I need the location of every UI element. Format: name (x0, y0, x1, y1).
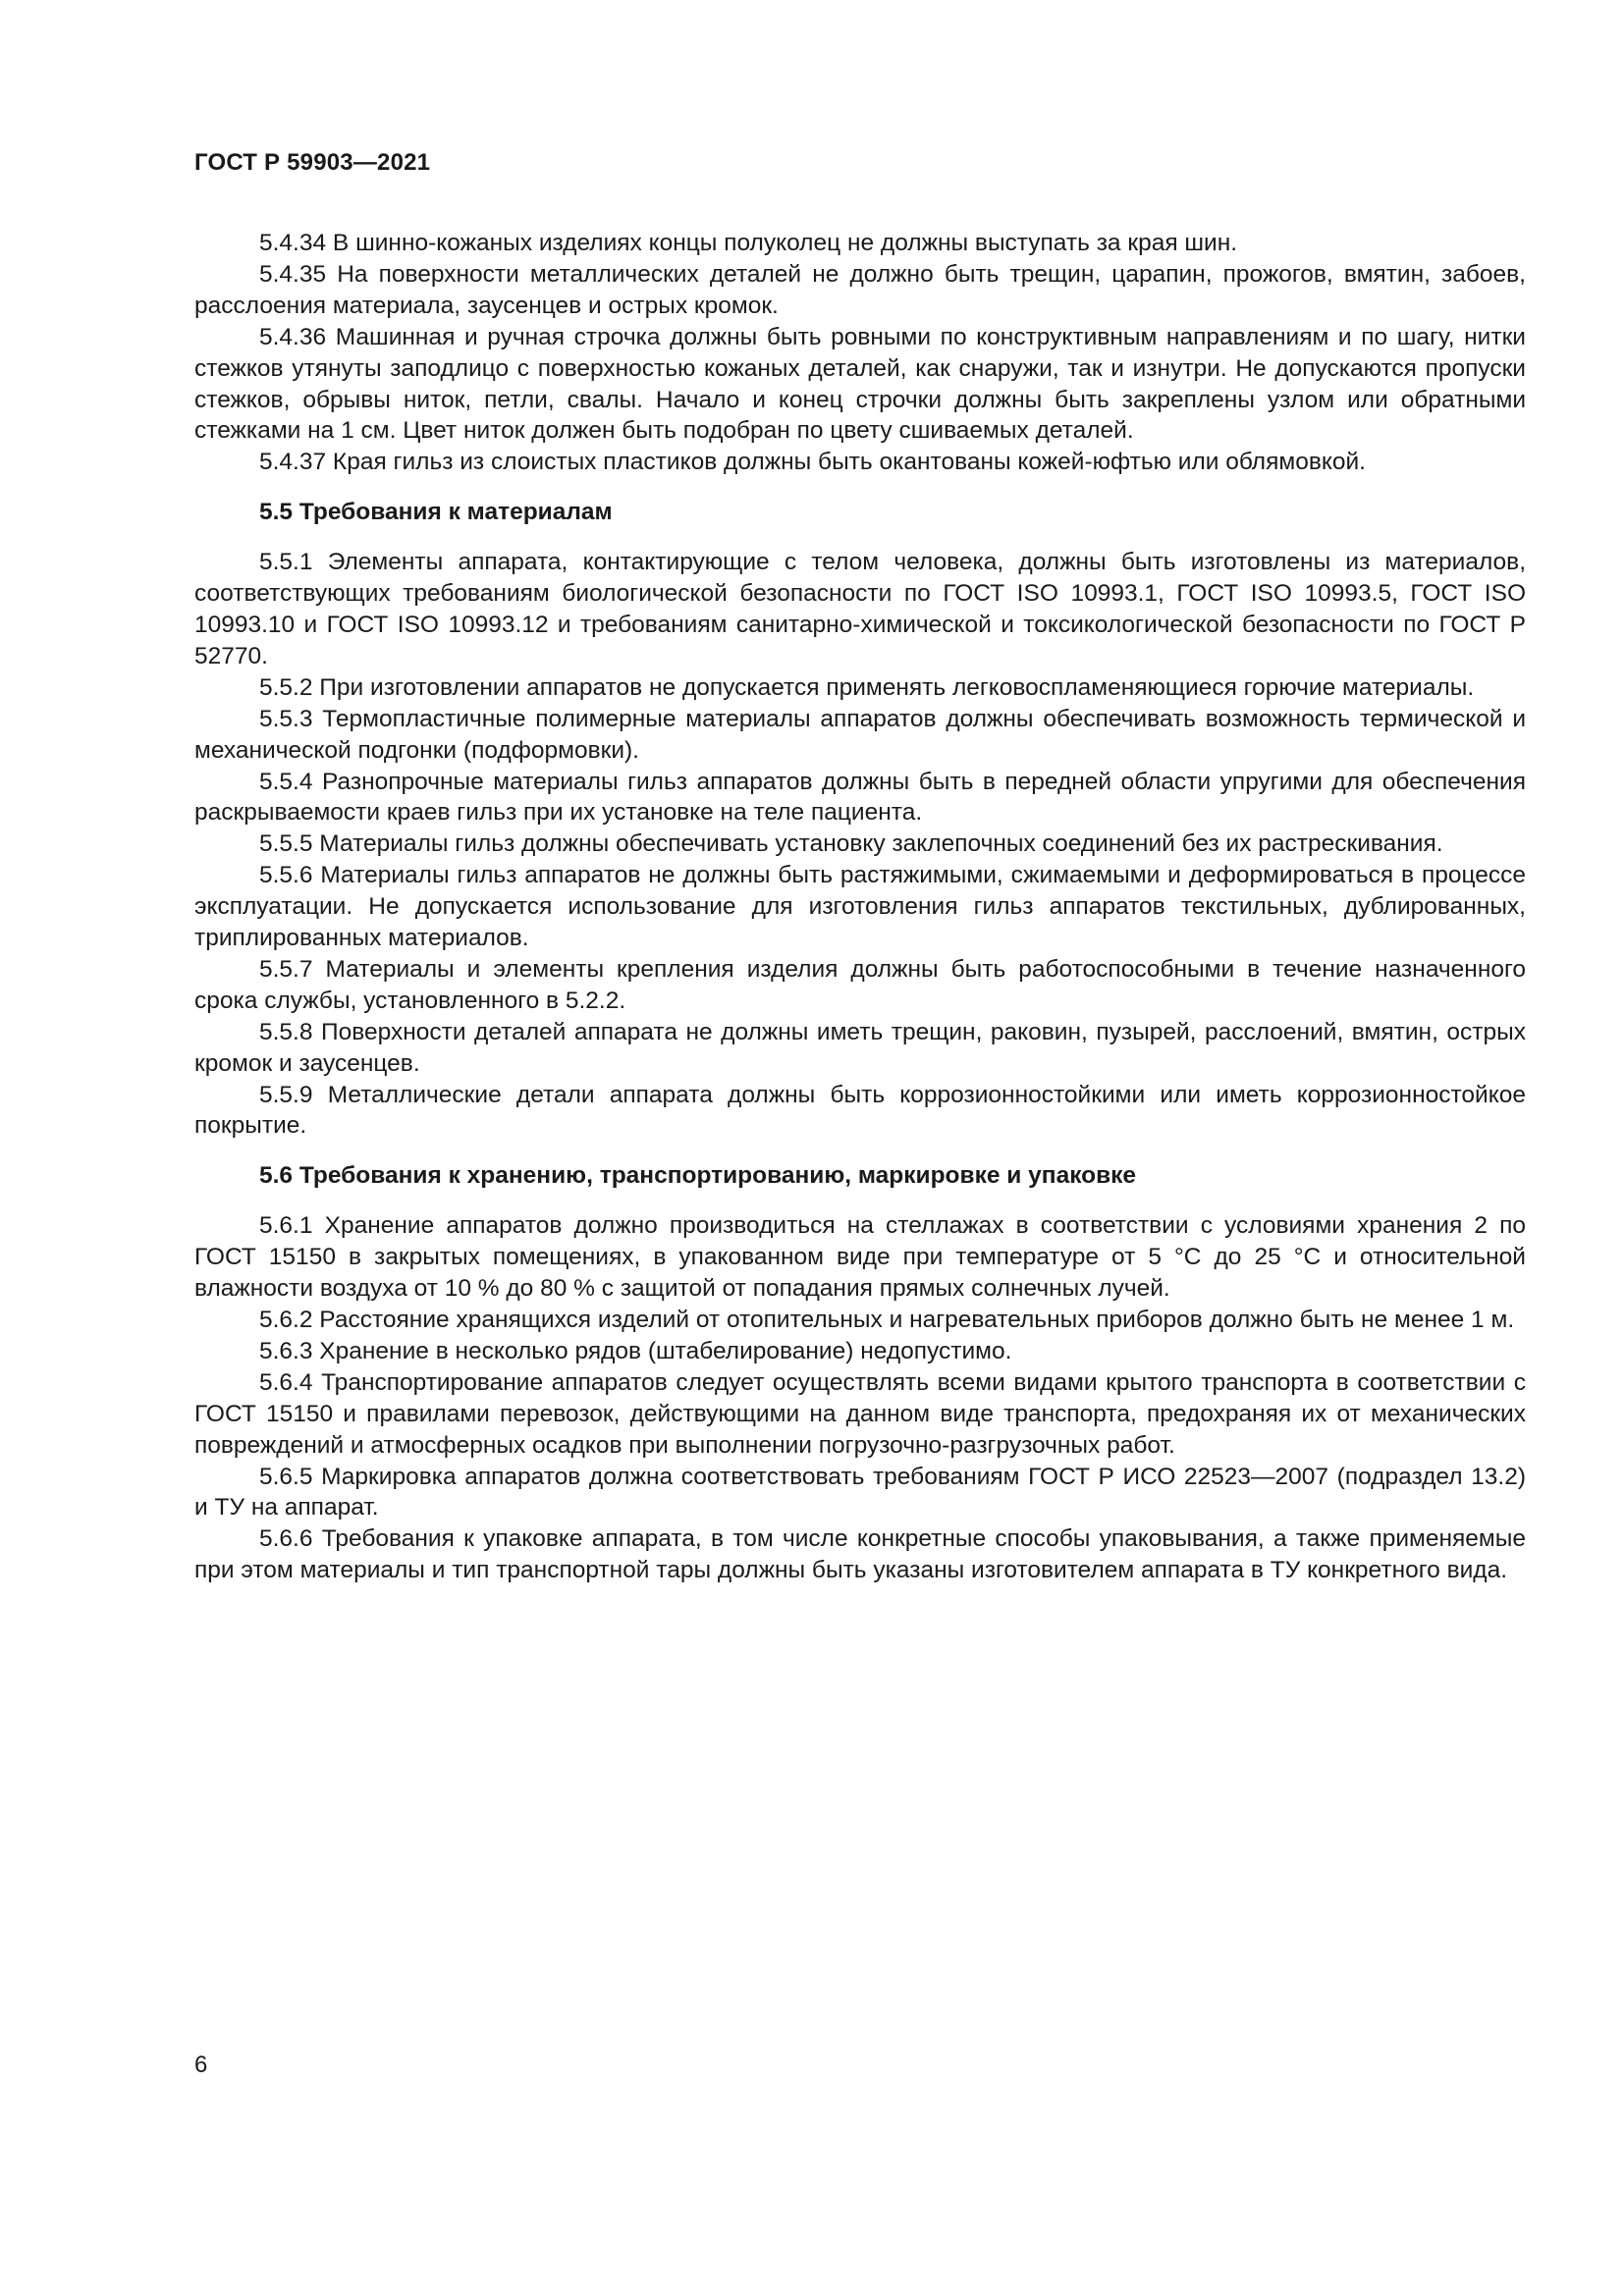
clause-5-6-2: 5.6.2 Расстояние хранящихся изделий от отопительных и нагревательных приборов должно быть не менее 1 м. (259, 1307, 1515, 1333)
page-number: 6 (194, 2052, 208, 2078)
clause-5-6-3: 5.6.3 Хранение в несколько рядов (штабелирование) недопустимо. (259, 1337, 1012, 1364)
clause-5-5-5: 5.5.5 Материалы гильз должны обеспечивать установку заклепочных соединений без их растрескивания. (259, 830, 1443, 858)
clause-5-4-35: 5.4.35 На поверхности металлических деталей не должно быть трещин, царапин, прожогов, вмятин, забоев, расслоения материала, заусенцев и острых кромок. (194, 260, 1526, 319)
clause-5-5-1: 5.5.1 Элементы аппарата, контактирующие с телом человека, должны быть изготовлены из материалов, соответствующих требованиям биологической безопасности по ГОСТ ISO 10993.1, ГОСТ ISO 10993.5, ГОСТ ISO 10993.10 и ГОСТ ISO 10993.12 и требованиям санитарно-химической и токсикологической безопасности по ГОСТ Р 52770. (194, 549, 1526, 669)
clause-5-6-1: 5.6.1 Хранение аппаратов должно производиться на стеллажах в соответствии с условиями хранения 2 по ГОСТ 15150 в закрытых помещениях, в упакованном виде при температуре от 5 °C до 25 °C и относительной влажности воздуха от 10 % до 80 % с защитой от попадания прямых солнечных лучей. (194, 1212, 1526, 1303)
clause-5-5-7: 5.5.7 Материалы и элементы крепления изделия должны быть работоспособными в течение назначенного срока службы, установленного в 5.2.2. (194, 955, 1526, 1014)
document-header-id: ГОСТ Р 59903—2021 (194, 149, 431, 176)
clause-5-5-3: 5.5.3 Термопластичные полимерные материалы аппаратов должны обеспечивать возможность термической и механической подгонки (подформовки). (194, 705, 1526, 764)
clause-5-4-37: 5.4.37 Края гильз из слоистых пластиков должны быть окантованы кожей-юфтью или облямовкой. (259, 449, 1366, 476)
clause-5-6-4: 5.6.4 Транспортирование аппаратов следует осуществлять всеми видами крытого транспорта в соответствии с ГОСТ 15150 и правилами перевозок, действующими на данном виде транспорта, предохраняя их от механических повреждений и атмосферных осадков при выполнении погрузочно-разгрузочных работ. (194, 1368, 1526, 1459)
clause-5-4-36: 5.4.36 Машинная и ручная строчка должны быть ровными по конструктивным направлениям и по шагу, нитки стежков утянуты заподлицо с поверхностью кожаных деталей, как снаружи, так и изнутри. Не допускаются пропуски стежков, обрывы ниток, петли, свалы. Начало и конец строчки должны быть закреплены узлом или обратными стежками на 1 см. Цвет ниток должен быть подобран по цвету сшиваемых деталей. (194, 323, 1526, 445)
clause-5-6-6: 5.6.6 Требования к упаковке аппарата, в том числе конкретные способы упаковывания, а также применяемые при этом материалы и тип транспортной тары должны быть указаны изготовителем аппарата в ТУ конкретного вида. (194, 1525, 1526, 1584)
clause-5-5-8: 5.5.8 Поверхности деталей аппарата не должны иметь трещин, раковин, пузырей, расслоений, вмятин, острых кромок и заусенцев. (194, 1018, 1526, 1077)
section-title-5-6: 5.6 Требования к хранению, транспортированию, маркировке и упаковке (259, 1162, 1137, 1190)
clause-5-5-2: 5.5.2 При изготовлении аппаратов не допускается применять легковоспламеняющиеся горючие материалы. (259, 673, 1475, 701)
clause-5-6-5: 5.6.5 Маркировка аппаратов должна соответствовать требованиям ГОСТ Р ИСО 22523—2007 (подраздел 13.2) и ТУ на аппарат. (194, 1463, 1526, 1522)
section-title-5-5: 5.5 Требования к материалам (259, 499, 613, 526)
clause-5-4-34: 5.4.34 В шинно-кожаных изделиях концы полуколец не должны выступать за края шин. (259, 230, 1238, 256)
clause-5-5-9: 5.5.9 Металлические детали аппарата должны быть коррозионностойкими или иметь коррозионностойкое покрытие. (194, 1081, 1526, 1140)
clause-5-5-4: 5.5.4 Разнопрочные материалы гильз аппаратов должны быть в передней области упругими для обеспечения раскрываемости краев гильз при их установке на теле пациента. (194, 768, 1526, 827)
document-body (194, 228, 1526, 1586)
clause-5-5-6: 5.5.6 Материалы гильз аппаратов не должны быть растяжимыми, сжимаемыми и деформироваться в процессе эксплуатации. Не допускается использование для изготовления гильз аппаратов текстильных, дублированных, триплированных материалов. (194, 862, 1526, 952)
